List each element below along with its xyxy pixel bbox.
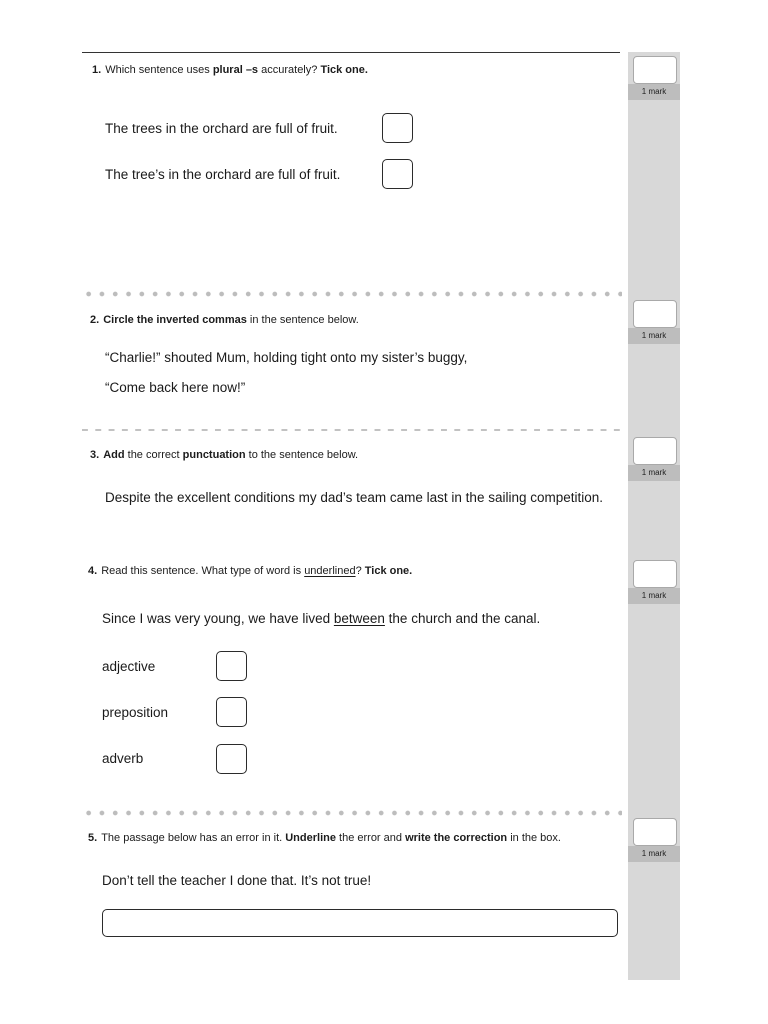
prompt-text: the correct [124, 449, 183, 461]
sentence-text: Since I was very young, we have lived [102, 611, 334, 626]
mark-label-q2: 1 mark [628, 328, 680, 344]
mark-label-q5: 1 mark [628, 846, 680, 862]
mark-box-q5 [633, 818, 677, 846]
option-label: The trees in the orchard are full of fruit. [105, 121, 338, 136]
question-4-prompt [88, 565, 412, 578]
question-number: 5. [88, 832, 98, 844]
mark-label-q3: 1 mark [628, 465, 680, 481]
dashed-separator [82, 429, 622, 431]
prompt-instruction: Tick one. [320, 64, 368, 76]
prompt-text: The passage below has an error in it. [101, 832, 286, 844]
prompt-text: to the sentence below. [245, 449, 359, 461]
mark-box-q4 [633, 560, 677, 588]
prompt-text: in the sentence below. [246, 314, 359, 326]
tick-box-q1-option-1[interactable] [382, 113, 413, 143]
prompt-text: Read this sentence. What type of word is [101, 565, 305, 577]
question-number: 1. [92, 64, 102, 76]
mark-label-q1: 1 mark [628, 84, 680, 100]
mark-box-q2 [633, 300, 677, 328]
underlined-word: between [333, 611, 385, 626]
prompt-instruction: Tick one. [364, 565, 413, 577]
mark-box-q1 [633, 56, 677, 84]
prompt-text: ? [355, 565, 365, 577]
mark-box-q3 [633, 437, 677, 465]
prompt-text: in the box. [507, 832, 561, 844]
option-label: preposition [102, 705, 169, 720]
question-number: 4. [88, 565, 98, 577]
sentence-text: the church and the canal. [384, 611, 541, 626]
correction-answer-box[interactable] [102, 909, 618, 937]
prompt-instruction: Circle the inverted commas [103, 314, 247, 326]
question-number: 3. [90, 449, 100, 461]
option-label: adjective [102, 659, 156, 674]
prompt-keyword: plural –s [212, 64, 259, 76]
question-5-sentence: Don’t tell the teacher I done that. It’s not true! [102, 873, 372, 888]
tick-box-q4-option-2[interactable] [216, 697, 247, 727]
tick-box-q4-option-1[interactable] [216, 651, 247, 681]
option-label: adverb [102, 751, 144, 766]
top-rule [82, 52, 620, 53]
dotted-separator [82, 291, 622, 297]
prompt-keyword: punctuation [182, 449, 246, 461]
question-2-sentence-line-1: “Charlie!” shouted Mum, holding tight onto my sister’s buggy, [105, 350, 468, 365]
tick-box-q1-option-2[interactable] [382, 159, 413, 189]
option-label: The tree’s in the orchard are full of fruit. [105, 167, 341, 182]
tick-box-q4-option-3[interactable] [216, 744, 247, 774]
prompt-text: the error and [335, 832, 406, 844]
question-3-sentence: Despite the excellent conditions my dad’s team came last in the sailing competition. [105, 490, 604, 505]
question-number: 2. [90, 314, 100, 326]
dotted-separator [82, 810, 622, 816]
prompt-text: Which sentence uses [105, 64, 213, 76]
question-3-prompt [90, 449, 358, 462]
prompt-instruction: write the correction [405, 832, 508, 844]
question-2-prompt [90, 314, 359, 327]
question-2-sentence-line-2: “Come back here now!” [105, 380, 246, 395]
mark-label-q4: 1 mark [628, 588, 680, 604]
prompt-instruction: Add [103, 449, 125, 461]
question-5-prompt [88, 832, 561, 845]
prompt-text: accurately? [258, 64, 321, 76]
question-1-prompt [92, 64, 368, 77]
question-4-sentence [102, 610, 540, 627]
prompt-instruction: Underline [285, 832, 336, 844]
prompt-underlined-word: underlined [304, 565, 356, 577]
